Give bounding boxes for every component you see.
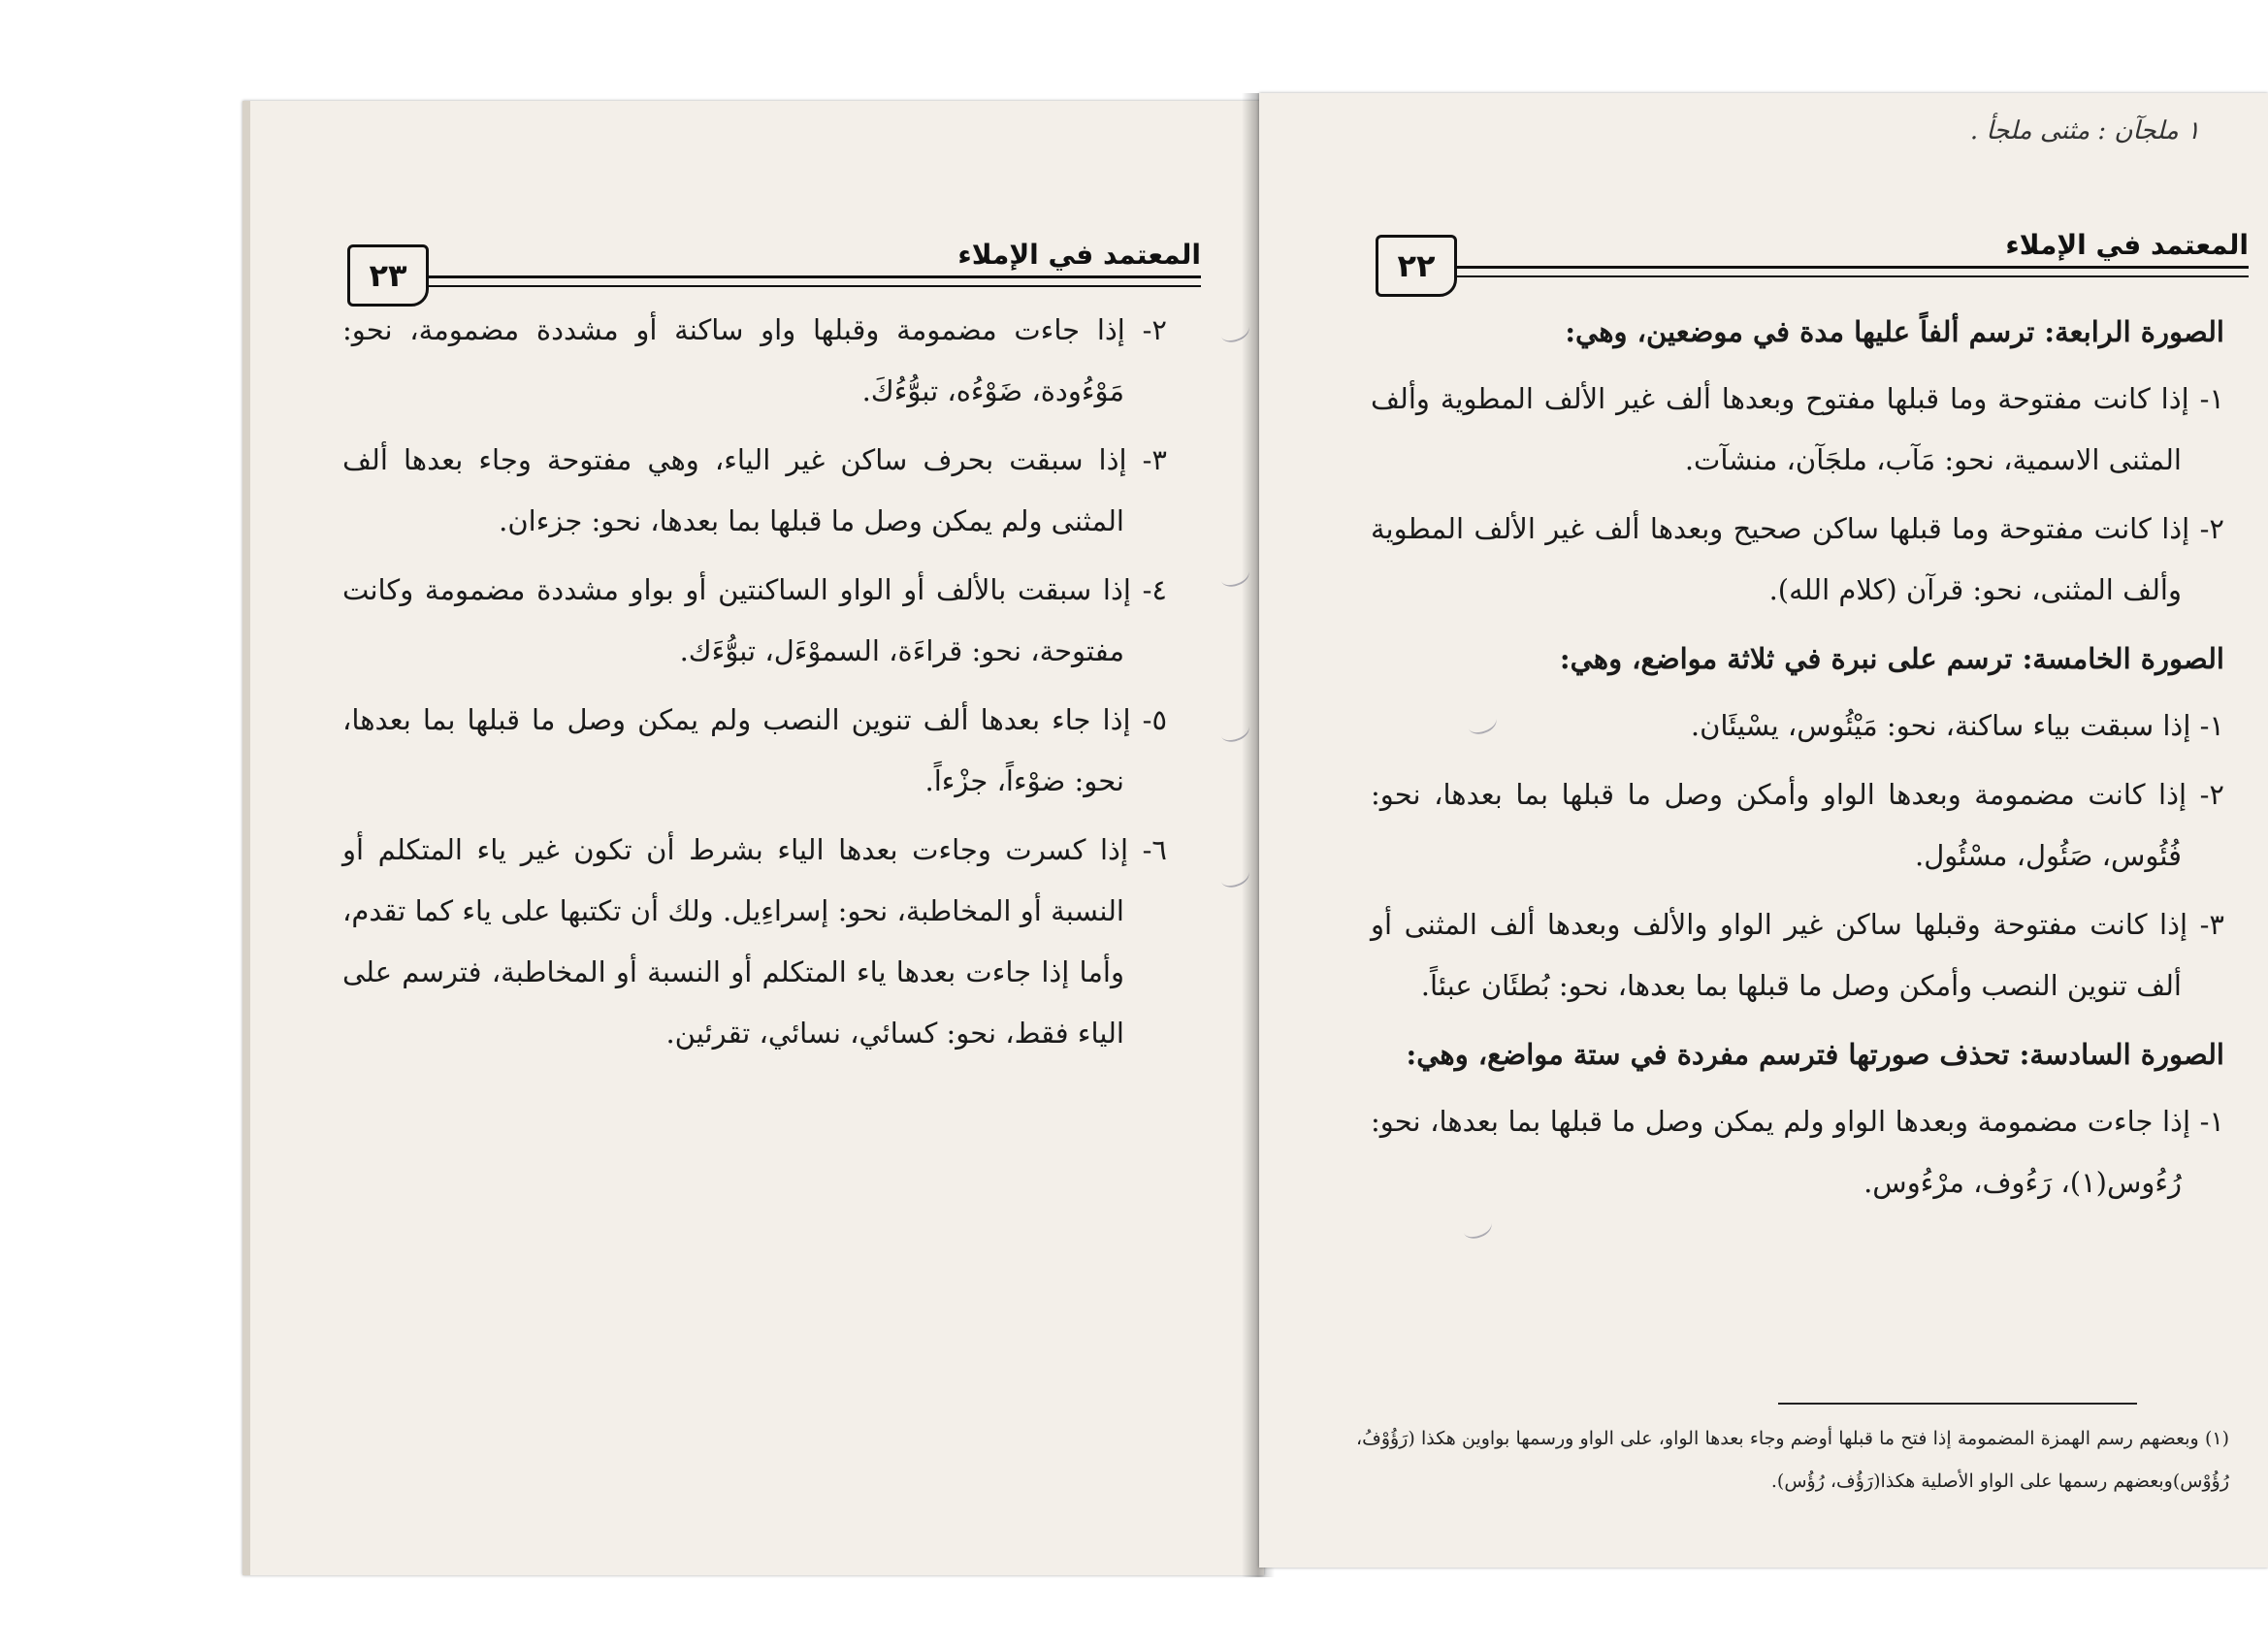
- list-item: ٦- إذا كسرت وجاءت بعدها الياء بشرط أن تكون غير ياء المتكلم أو النسبة أو المخاطبة، نحو: إسراءِيل. ولك أن تكتبها على ياء كما تقدم، وأما إذا جاءت بعدها ياء المتكلم أو النسبة أو المخاطبة، فترسم على الياء فقط، نحو: كسائي، نسائي، تقرئين.: [342, 833, 1167, 1050]
- footnote: (١) وبعضهم رسم الهمزة المضمومة إذا فتح ما قبلها أوضم وجاء بعدها الواو، على الواو ورسمها بواوين هكذا (رَؤُوْفُ، رُؤُوْس)وبعضهم رسمها على الواو الأصلية هكذا(رَؤُف، رُؤُس).: [1356, 1428, 2229, 1492]
- handwritten-note: ١ ملجآن : مثنى ملجأ .: [1969, 116, 2200, 146]
- left-page: [243, 101, 1264, 1575]
- left-page-content: [342, 300, 1167, 1072]
- right-page: [1259, 93, 2268, 1568]
- section-title: تحذف صورتها فترسم مفردة في ستة مواضع، وهي:: [1406, 1038, 2010, 1071]
- right-page-number: ٢٢: [1376, 235, 1457, 297]
- list-item: ٢- إذا كانت مفتوحة وما قبلها ساكن صحيح وبعدها ألف غير الألف المطوية وألف المثنى، نحو: قرآن (كلام الله).: [1371, 512, 2224, 606]
- list-item: ١- إذا كانت مفتوحة وما قبلها مفتوح وبعدها ألف غير الألف المطوية وألف المثنى الاسمية، نحو: مَآب، ملجَآن، منشآت.: [1371, 382, 2224, 476]
- section-title: ترسم على نبرة في ثلاثة مواضع، وهي:: [1559, 642, 2013, 675]
- left-page-number: ٢٣: [347, 244, 429, 307]
- section-heading: [1371, 629, 2224, 690]
- section-label: الصورة الرابعة:: [2044, 315, 2224, 348]
- right-page-header: [1376, 208, 2249, 295]
- list-item: ٤- إذا سبقت بالألف أو الواو الساكنتين أو بواو مشددة مضمومة وكانت مفتوحة، نحو: قراءَة، السموْءَل، تبوُّءَك.: [342, 573, 1167, 667]
- section-heading: [1371, 1024, 2224, 1085]
- section-label: الصورة الخامسة:: [2022, 642, 2224, 675]
- list-item: ١- إذا سبقت بياء ساكنة، نحو: مَيْئُوس، يسْيئَان.: [1690, 709, 2224, 742]
- left-header-title: المعتمد في الإملاء: [957, 239, 1201, 271]
- list-item: ٥- إذا جاء بعدها ألف تنوين النصب ولم يمكن وصل ما قبلها بما بعدها، نحو: ضوْءاً، جزْءاً.: [342, 703, 1168, 797]
- footnote-rule: [1778, 1403, 2137, 1405]
- right-header-rule: [1451, 266, 2249, 277]
- left-page-header: [347, 217, 1201, 305]
- list-item: ٢- إذا كانت مضمومة وبعدها الواو وأمكن وصل ما قبلها بما بعدها، نحو: فُئُوس، صَئُول، مسْئُول.: [1371, 778, 2224, 872]
- right-header-title: المعتمد في الإملاء: [2005, 229, 2249, 261]
- section-label: الصورة السادسة:: [2019, 1038, 2224, 1071]
- left-header-rule: [423, 275, 1201, 287]
- list-item: ٢- إذا جاءت مضمومة وقبلها واو ساكنة أو مشددة مضمومة، نحو: مَوْءُودة، ضَوْءُه، تبوُّءُكَ.: [342, 313, 1167, 407]
- right-page-content: [1371, 302, 2224, 1221]
- footnotes: [1356, 1417, 2229, 1503]
- list-item: ٣- إذا سبقت بحرف ساكن غير الياء، وهي مفتوحة وجاء بعدها ألف المثنى ولم يمكن وصل ما قبلها بما بعدها، نحو: جزءان.: [342, 443, 1167, 537]
- list-item: ١- إذا جاءت مضمومة وبعدها الواو ولم يمكن وصل ما قبلها بما بعدها، نحو: رُءُوس(١)، رَءُوف، مرْءُوس.: [1371, 1105, 2224, 1199]
- section-title: ترسم ألفاً عليها مدة في موضعين، وهي:: [1565, 315, 2035, 348]
- list-item: ٣- إذا كانت مفتوحة وقبلها ساكن غير الواو والألف وبعدها ألف المثنى أو ألف تنوين النصب وأمكن وصل ما قبلها بما بعدها، نحو: بُطئَان عبئاً.: [1371, 908, 2224, 1002]
- section-heading: [1371, 302, 2224, 363]
